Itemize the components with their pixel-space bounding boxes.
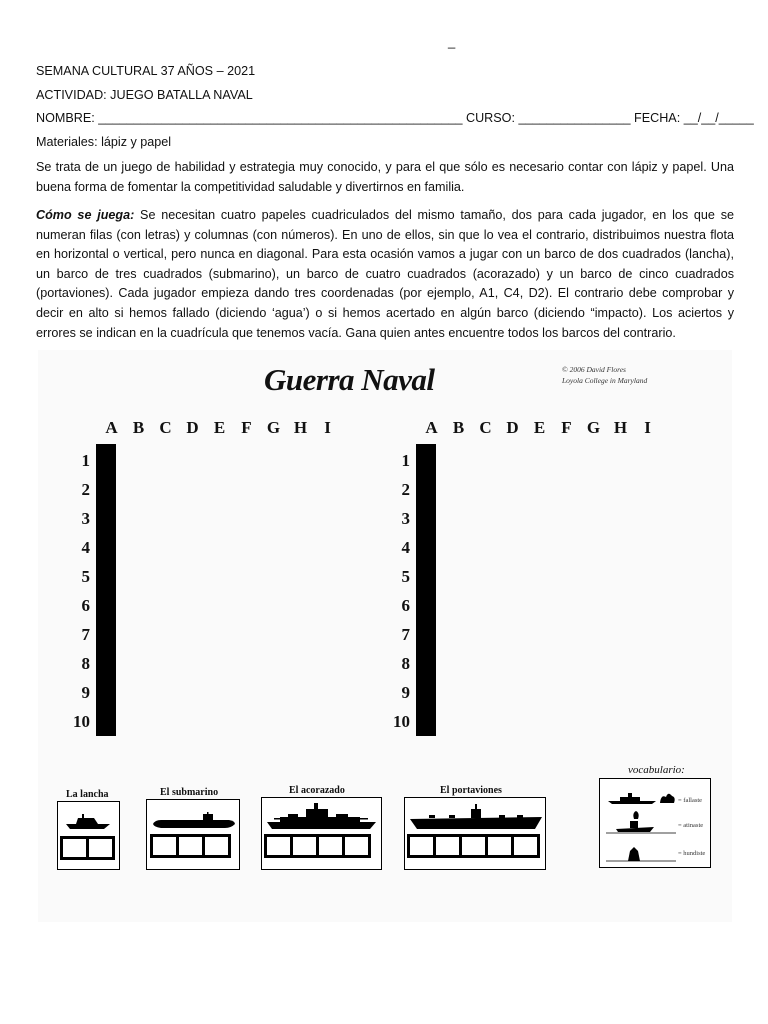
grid-cell[interactable] — [113, 532, 115, 561]
row-label: 10 — [393, 712, 410, 731]
how-to-text: Se necesitan cuatro papeles cuadriculados del mismo tamaño, dos para cada jugador, en los que se numeran filas (con letras) y columnas (con números). En uno de ellos, sin que lo vea el contrario, distribuimos nuestra flota en horizontal o vertical, pero nunca en diagonal. Para esta ocasión vamos a jugar con un barco de dos cuadrados (lancha), un barco de tres cuadrados (submarino), un barco de cuatro cuadrados (acorazado) y un barco de cinco cuadrados (portaviones). Cada jugador empieza dando tres coordenadas (por ejemplo, A1, C4, D2). El contrario debe comprobar y decir en alto si hemos fallado (diciendo ‘agua’) o si hemos acertado en algún barco (diciendo “impacto). Los aciertos y errores se indican en la cuadrícula que tenemos vacía. Gana quien antes encuentre todos los barcos del contrario. — [36, 208, 734, 340]
column-label: H — [613, 418, 628, 437]
column-label: C — [159, 418, 172, 437]
intro-paragraph: Se trata de un juego de habilidad y estrategia muy conocido, y para el que sólo es necesario contar con lápiz y papel. Una buena forma de fomentar la competitividad saludable y divertirnos en familia. — [36, 160, 734, 194]
name-course-date-line: NOMBRE: ____________________________________________________ CURSO: ________________ FECHA: __/__/_____ — [36, 111, 754, 125]
column-label: I — [324, 418, 331, 437]
column-label: A — [425, 418, 438, 437]
grid-cell[interactable] — [433, 590, 435, 619]
column-label: C — [479, 418, 492, 437]
grid-cell[interactable] — [433, 648, 435, 677]
row-label: 5 — [81, 567, 90, 586]
grid-cell[interactable] — [113, 474, 115, 503]
column-label: B — [452, 418, 465, 437]
row-label: 8 — [81, 654, 90, 673]
event-title: SEMANA CULTURAL 37 AÑOS – 2021 — [36, 64, 256, 78]
ship-label-submarino: El submarino — [160, 787, 219, 798]
column-label: B — [132, 418, 145, 437]
ship-cells-portaviones — [407, 834, 540, 858]
row-label: 1 — [81, 451, 90, 470]
column-label: I — [644, 418, 651, 437]
row-label: 5 — [401, 567, 410, 586]
header-mark: _ — [448, 34, 456, 49]
credit-line-2: Loyola College in Maryland — [562, 376, 648, 385]
ship-cells-submarino — [150, 834, 231, 858]
row-label: 3 — [401, 509, 410, 528]
submarine-icon — [151, 812, 237, 830]
row-label: 4 — [401, 538, 410, 557]
grid-cell[interactable] — [433, 445, 435, 474]
ship-card-acorazado — [261, 797, 382, 870]
row-label: 1 — [401, 451, 410, 470]
ship-label-portaviones: El portaviones — [440, 785, 502, 796]
vocab-item-hit: = atinaste — [678, 822, 704, 829]
grid-cell[interactable] — [113, 561, 115, 590]
vocab-item-sunk: = hundiste — [678, 850, 706, 857]
column-label: H — [293, 418, 308, 437]
sunk-ship-icon — [606, 847, 676, 861]
column-label: G — [586, 418, 601, 437]
grid-cell[interactable] — [433, 706, 435, 735]
grid-cell[interactable] — [113, 503, 115, 532]
header-block — [36, 60, 754, 154]
ship-cells-lancha — [60, 836, 115, 860]
board-grid — [96, 444, 116, 736]
column-label: A — [105, 418, 118, 437]
vocab-item-miss: = fallaste — [678, 797, 703, 804]
grid-cell[interactable] — [113, 648, 115, 677]
row-label: 9 — [401, 683, 410, 702]
ship-card-lancha — [57, 801, 120, 870]
row-label: 2 — [401, 480, 410, 499]
row-label: 3 — [81, 509, 90, 528]
column-label: G — [266, 418, 281, 437]
row-label: 4 — [81, 538, 90, 557]
grid-cell[interactable] — [113, 445, 115, 474]
board-grid — [416, 444, 436, 736]
grid-cell[interactable] — [113, 590, 115, 619]
grid-cell[interactable] — [433, 561, 435, 590]
sheet-credit — [562, 364, 647, 386]
grid-cell[interactable] — [113, 677, 115, 706]
grid-cell[interactable] — [113, 619, 115, 648]
column-label: E — [533, 418, 546, 437]
row-label: 7 — [81, 625, 90, 644]
ship-cells-acorazado — [264, 834, 371, 858]
materials-line: Materiales: lápiz y papel — [36, 134, 172, 149]
row-label: 6 — [401, 596, 410, 615]
column-label: D — [186, 418, 199, 437]
row-label: 6 — [81, 596, 90, 615]
row-label: 9 — [81, 683, 90, 702]
vocab-title: vocabulario: — [628, 764, 685, 776]
battleship-icon — [266, 802, 378, 830]
row-label: 10 — [73, 712, 90, 731]
ship-label-acorazado: El acorazado — [289, 785, 345, 796]
vocab-icons — [606, 789, 678, 865]
column-label: D — [506, 418, 519, 437]
grid-cell[interactable] — [433, 532, 435, 561]
row-label: 8 — [401, 654, 410, 673]
how-to-label: Cómo se juega: — [36, 208, 135, 222]
column-label: F — [561, 418, 572, 437]
grid-cell[interactable] — [433, 677, 435, 706]
activity-title: ACTIVIDAD: JUEGO BATALLA NAVAL — [36, 87, 253, 102]
ship-card-submarino — [146, 799, 240, 870]
aircraft-carrier-icon — [409, 804, 543, 830]
column-label: F — [241, 418, 252, 437]
grid-cell[interactable] — [113, 706, 115, 735]
ship-label-lancha: La lancha — [66, 789, 109, 800]
miss-ship-icon — [608, 793, 675, 804]
ship-card-portaviones — [404, 797, 546, 870]
row-label: 7 — [401, 625, 410, 644]
speedboat-icon — [64, 810, 114, 830]
sheet-title: Guerra Naval — [264, 362, 435, 397]
grid-cell[interactable] — [433, 619, 435, 648]
column-label: E — [213, 418, 226, 437]
grid-cell[interactable] — [433, 503, 435, 532]
row-label: 2 — [81, 480, 90, 499]
credit-line-1: © 2006 David Flores — [562, 365, 626, 374]
grid-cell[interactable] — [433, 474, 435, 503]
hit-ship-icon — [606, 811, 676, 833]
how-to-paragraph — [36, 206, 734, 343]
